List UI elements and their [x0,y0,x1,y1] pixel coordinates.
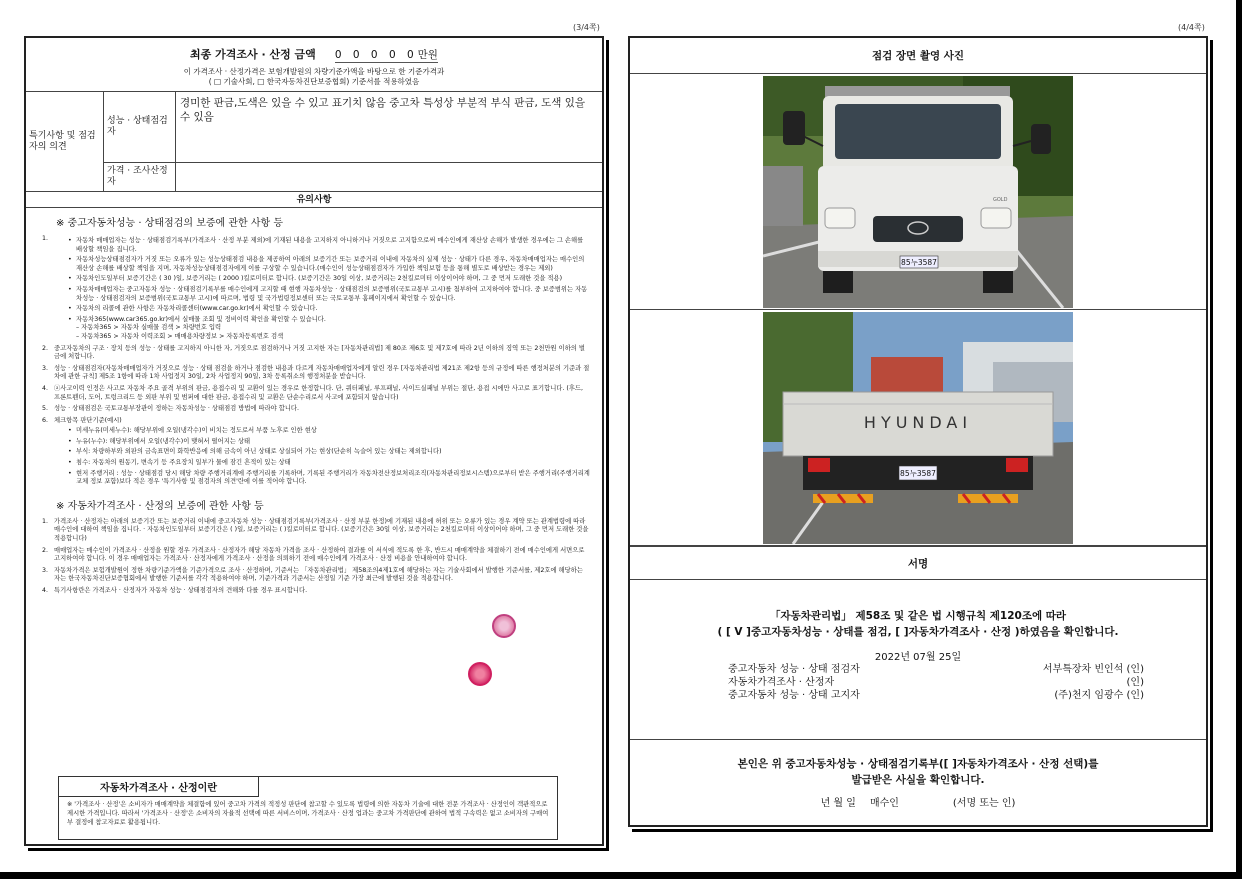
bullet-item: • 자동차365(www.car365.go.kr)에서 실매물 조회 및 정비이력 확인을 확인할 수 있습니다. [68,316,590,325]
bullet-item: • 부식: 차량하부와 외판의 금속표면이 화학반응에 의해 금속이 아닌 상태로 상실되어 가는 현상(단순히 녹슬어 있는 상태는 제외합니다) [68,448,590,457]
bullet-item: • 자동차인도일부터 보증기간은 ( 30 )일, 보증거리는 ( 2000 )킬로미터로 합니다. (보증기간은 30일 이상, 보증거리는 2천킬로미터 이상이어야 하며, 그 중 먼저 도래한 것을 적용) [68,275,590,284]
opinion-label: 특기사항 및 점검자의 의견 [26,92,104,191]
opinion-value [176,163,602,191]
list-item: 3. 성능 · 상태점검자(자동차매매업자가 거짓으로 성능 · 상태 점검을 하거나 점검한 내용과 다르게 자동차매매업자에게 알린 경우 [자동차관리법 제21조 제2항 등의 규정에 따른 행정처분의 기준과 절차에 관한 규칙] 제5조 1항에 따라 1차 사업정지 30일, 2차 사업정지 90일, 3차 등록취소의 행정처분을 받습니다. [42,364,590,381]
section1-title: ※ 중고자동차성능 · 상태점검의 보증에 관한 사항 등 [56,218,284,229]
opinion-key: 가격 · 조사산정자 [104,163,176,191]
signer-row: 중고자동차 성능 · 상태 고지자 (주)천지 임광수 (인) [728,690,1144,701]
definition-title: 자동차가격조사 · 산정이란 [59,777,259,797]
list-item: 1. • 자동차 매매업자는 성능 · 상태점검기록부(가격조사 · 산정 부분 제외)에 기재된 내용을 고지하지 아니하거나 거짓으로 고지함으로써 매수인에게 재산상 손해가 발생한 경우에는 그 손해를 배상할 책임을 집니다. • 자동차성능상태점검자가 거짓 또는 오류가 있는 성능상태점검 내용을 제공하여 아래의 보증기간 또는 보증거리 이내에 자동차의 실제 성능 · 상태가 다른 경우, 자동차매매업자는 매수인의 재산상 손해를 배상할 책임을 지며, 자동차성능상태점검자에게 이를 구상할 수 있습니다.(매수인이 성능상태점검자가 가입한 책임보험 등을 통해 별도로 배상받는 경우는 제외) • 자동차인도일부터 보증기간은 ( 30 )일, 보증거리는 ( 2000 )킬로미터로 합니다. (보증기간은 30일 이상, 보증거리는 2천킬로미터 이상이어야 하며, 그 중 먼저 도래한 것을 적용) • 자동차매매업자는 중고자동차 성능 · 상태점검기록부를 매수인에게 고지할 때 현행 자동차성능 · 상태점검의 보증범위(국토교통부 고시)를 첨부하여 고지하여야 합니다. 중 보증범위는 자동차성능 · 상태점검자의 보증범위(국토교통부 고시)에 따르며, 법령 및 국가법령정보센터 또는 국토교통부 홈페이지에서 확인할 수 있습니다. • 자동차의 리콜에 관한 사항은 자동차리콜센터(www.car.go.kr)에서 확인할 수 있습니다. • 자동차365(www.car365.go.kr)에서 실매물 조회 및 정비이력 확인을 확인할 수 있습니다. – 자동차365 > 자동차 실매물 검색 > 차량번호 입력 – 자동차365 > 자동차 이력조회 > 매매용차량정보 > 자동차등록번호 검색 [42,235,590,342]
truck-rear-photo [763,312,1073,544]
bullet-item: • 미세누유(미세누수): 해당부위에 오일(냉각수)이 비치는 정도로서 부품 노후로 인한 현상 [68,427,590,436]
rear-brand-text: HYUNDAI [863,412,973,432]
list-item: 2. 중고자동차의 구조 · 장치 등의 성능 · 상태를 고지하지 아니한 자, 거짓으로 점검하거나 거짓 고지한 자는 [자동차관리법] 제 80조 제6호 및 제7호에 따라 2년 이하의 징역 또는 2천만원 이하의 벌금에 처합니다. [42,344,585,361]
opinion-value: 경미한 판금,도색은 있을 수 있고 표기치 않음 중고차 특성상 부분적 부식 판금, 도색 있을 수 있음 [180,97,586,123]
truck-front-photo [763,76,1073,308]
bullet-item: • 침수: 자동차의 원동기, 변속기 등 주요장치 일부가 물에 잠긴 흔적이 있는 상태 [68,459,590,468]
bullet-item: • 자동차매매업자는 중고자동차 성능 · 상태점검기록부를 매수인에게 고지할 때 현행 자동차성능 · 상태점검의 보증범위(국토교통부 고시)를 첨부하여 고지하여야 합니다. 중 보증범위는 자동차성능 · 상태점검자의 보증범위(국토교통부 고시)에 따르며, 법령 및 국가법령정보센터 또는 국토교통부 홈페이지에서 확인할 수 있습니다. [68,286,590,303]
section2-title: ※ 자동차가격조사 · 산정의 보증에 관한 사항 등 [56,500,264,512]
receipt-section [630,740,1206,809]
seal-stamp-inspector [492,614,516,638]
bullet-item: • 누유(누수): 해당부위에서 오일(냉각수)이 맺혀서 떨어지는 상태 [68,438,590,447]
photo-front-cell [630,74,1206,310]
right-page [628,36,1208,827]
definition-text: ※ '가격조사 · 산정'은 소비자가 매매계약을 체결함에 있어 중고차 가격의 적정성 판단에 참고할 수 있도록 법령에 의한 자동차 기술에 대한 전문 가격조사 · 산정인이 객관적으로 제시한 가격입니다. 따라서 '가격조사 · 산정'은 소비자의 자율적 선택에 따른 서비스이며, 가격조사 · 산정 업과는 중고차 가격판단에 관하여 법적 구속력은 없고 소비자의 구매여부 결정에 참고자료로 활용됩니다. [67,801,549,826]
receipt-line-2: 발급받은 사실을 확인합니다. [851,774,985,786]
front-plate-text: 85누3587 [901,257,937,267]
list-item: 4. 특기사항란은 가격조사 · 산정자가 자동차 성능 · 상태점검자의 견해와 다를 경우 표시합니다. [42,587,308,594]
opinion-section [26,92,602,192]
section1-list [26,229,602,487]
signer-row: 자동차가격조사 · 산정자 (인) [728,677,1144,688]
photo-rear-cell [630,310,1206,546]
page-number-left: (3/4쪽) [573,23,600,32]
dash-item: – 자동차365 > 자동차 실매물 검색 > 차량번호 입력 [76,324,222,332]
opinion-row-appraiser [104,163,602,191]
definition-box [58,776,558,840]
bullet-item: • 자동차성능상태점검자가 거짓 또는 오류가 있는 성능상태점검 내용을 제공하여 아래의 보증기간 또는 보증거리 이내에 자동차의 실제 성능 · 상태가 다른 경우, 자동차매매업자는 매수인의 재산상 손해를 배상할 책임을 지며, 자동차성능상태점검자에게 이를 구상할 수 있습니다.(매수인이 성능상태점검자가 가입한 책임보험 등을 통해 별도로 배상받는 경우는 제외) [68,256,590,273]
receipt-sign-row: 년 월 일 매수인 (서명 또는 인) [820,798,1016,809]
svg-text:GOLD: GOLD [993,196,1008,203]
list-item: 3. 자동차가격은 보험개발원이 정한 차량기준가액을 기준가격으로 조사 · 산정하며, 기준서는 「자동차관리법」 제58조의4제1호에 해당하는 자는 기술사회에서 발행한 기준서를, 제2호에 해당하는 자는 한국자동차진단보증협회에서 발행한 기준서를 각각 적용하여야 하며, 기준가격과 기준서는 산정일 기준 가장 최근에 발행된 것을 적용합니다. [42,566,583,583]
sign-section [630,580,1206,740]
bullet-item: • 현저 주행거리 : 성능 · 상태점검 당시 해당 차량 주행거리계에 주행거리를 기록하며, 기록된 주행거리가 자동차전산정보처리조직(자동차관리정보시스템)으로부터 받은 주행거리(주행거리계 교체 정보 포함)보다 적은 경우 '특기사항 및 점검자의 의견'란에 이를 적어야 합니다. [68,470,590,487]
price-title: 최종 가격조사 · 산정 금액 [190,48,316,61]
page-number-right: (4/4쪽) [1178,23,1205,32]
price-note-2: ( □ 기술사회, □ 한국자동차진단보증협회) 기준서를 적용하였음 [208,77,420,86]
opinion-key: 성능 · 상태점검자 [104,92,176,162]
dash-item: – 자동차365 > 자동차 이력조회 > 매매용차량정보 > 자동차등록번호 검색 [76,332,284,340]
receipt-line-1: 본인은 위 중고자동차성능 · 상태점검기록부([ ]자동차가격조사 · 산정 선택)를 [737,758,1099,770]
section2-list [26,512,602,596]
list-item: 4. ⓐ사고이력 인정은 사고로 자동차 주요 골격 부위의 판금, 용접수리 및 교환이 있는 경우로 한정합니다. 단, 쿼터패널, 루프패널, 사이드실패널 부위는 절단, 용접 시에만 사고로 표기합니다. (후드, 프론트펜더, 도어, 트렁크리드 등 외판 부위 및 범퍼에 대한 판금, 용접수리 및 교환은 단순수리로서 사고에 포함되지 않습니다) [42,384,584,401]
notice-title: 유의사항 [26,192,602,208]
left-page [24,36,604,846]
list-item: 5. 성능 · 상태점검은 국토교통부장관이 정하는 자동차성능 · 상태점검 방법에 따라야 합니다. [42,405,300,413]
bullet-item: • 자동차 매매업자는 성능 · 상태점검기록부(가격조사 · 산정 부분 제외)에 기재된 내용을 고지하지 아니하거나 거짓으로 고지함으로써 매수인에게 재산상 손해가 발생한 경우에는 그 손해를 배상할 책임을 집니다. [68,237,590,254]
rear-plate-text: 85누3587 [900,468,936,478]
seal-stamp-notifier [468,662,492,686]
sign-title: 서명 [630,546,1206,580]
opinion-row-inspector [104,92,602,163]
list-item: 1. 가격조사 · 산정자는 아래의 보증기간 또는 보증거리 이내에 중고자동차 성능 · 상태점검기록부(가격조사 · 산정 부분 한정)에 기재된 내용에 허위 또는 오류가 있는 경우 계약 또는 관계법령에 따라 매수인에 대하여 책임을 집니다. · 자동차인도일부터 보증기간은 ( )일, 보증거리는 ( )킬로미터로 합니다. (보증기간은 30일 이상, 보증거리는 2천킬로미터 이상이어야 하며, 그 중 먼저 도래한 것을 적용합니다) [42,517,589,543]
bullet-item: • 자동차의 리콜에 관한 사항은 자동차리콜센터(www.car.go.kr)에서 확인할 수 있습니다. [68,305,590,314]
list-item: 2. 매매업자는 매수인이 가격조사 · 산정을 원할 경우 가격조사 · 산정자가 해당 자동차 가격을 조사 · 산정하여 결과를 이 서식에 적도록 한 후, 반드시 매매계약을 체결하기 전에 매수인에게 서면으로 고지하여야 합니다. 이 경우 매매업자는 가격조사 · 산정자에게 가격조사 · 산정을 의뢰하기 전에 매수인에게 가격조사 · 산정 비용을 안내하여야 합니다. [42,546,585,563]
signer-row: 중고자동차 성능 · 상태 점검자 서부특장차 빈인석 (인) [728,664,1144,675]
photo-title: 점검 장면 촬영 사진 [630,38,1206,74]
price-section [26,38,602,92]
price-amount: 0 0 0 0 0만원 [334,49,438,61]
sign-line-2: ( [ V ]중고자동차성능 · 상태를 점검, [ ]자동차가격조사 · 산정 )하였음을 확인합니다. [717,626,1119,638]
price-note-1: 이 가격조사 · 산정가격은 보험개발원의 차량기준가액을 바탕으로 한 기준가격과 [183,67,445,76]
sign-date: 2022년 07월 25일 [874,652,962,663]
sign-line-1: 「자동차관리법」 제58조 및 같은 법 시행규칙 제120조에 따라 [769,610,1067,622]
list-item: 6. 체크항목 판단기준(예시) • 미세누유(미세누수): 해당부위에 오일(냉각수)이 비치는 정도로서 부품 노후로 인한 현상 • 누유(누수): 해당부위에서 오일(냉각수)이 맺혀서 떨어지는 상태 • 부식: 차량하부와 외판의 금속표면이 화학반응에 의해 금속이 아닌 상태로 상실되어 가는 현상(단순히 녹슬어 있는 상태는 제외합니다) • 침수: 자동차의 원동기, 변속기 등 주요장치 일부가 물에 잠긴 흔적이 있는 상태 • 현저 주행거리 : 성능 · 상태점검 당시 해당 차량 주행거리계에 주행거리를 기록하며, 기록된 주행거리가 자동차전산정보처리조직(자동차관리정보시스템)으로부터 받은 주행거리(주행거리계 교체 정보 포함)보다 적은 경우 '특기사항 및 점검자의 의견'란에 이를 적어야 합니다. [42,417,590,487]
